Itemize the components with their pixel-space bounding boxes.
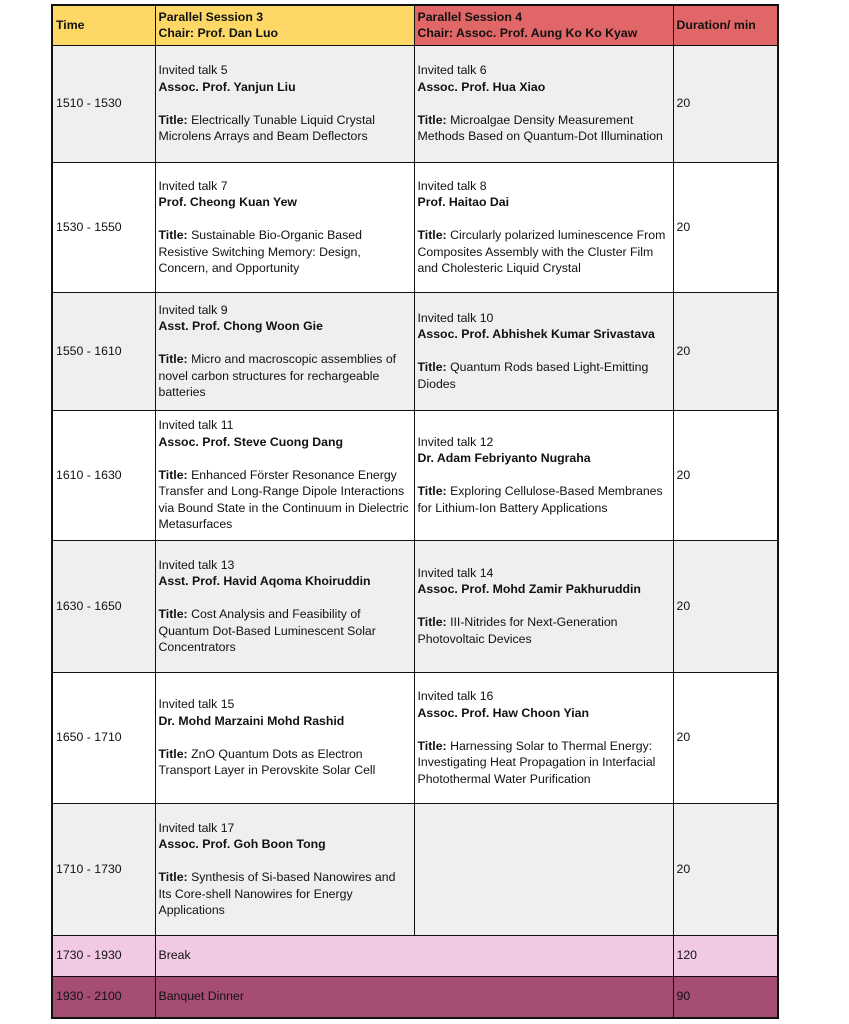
talk-label: Invited talk 16 — [417, 689, 494, 703]
title-prefix: Title: — [158, 746, 188, 761]
time-cell: 1510 - 1530 — [52, 45, 155, 162]
title-prefix: Title: — [158, 467, 188, 482]
header-row — [52, 5, 778, 45]
table-row — [52, 803, 778, 935]
talk-label: Invited talk 17 — [158, 820, 235, 835]
talk-title — [159, 227, 411, 277]
spacer — [418, 467, 670, 484]
talk-label: Invited talk 13 — [158, 557, 235, 572]
spacer — [159, 335, 411, 352]
duration-cell: 20 — [673, 162, 778, 292]
talk-title-text: Sustainable Bio-Organic Based Resistive Switching Memory: Design, Concern, and Opportunity — [158, 228, 362, 275]
session-3-title: Parallel Session 3 — [158, 9, 264, 24]
talk-title — [159, 351, 411, 401]
dinner-duration: 90 — [673, 976, 778, 1018]
session-4-title: Parallel Session 4 — [417, 9, 523, 24]
talk-title-text: Cost Analysis and Feasibility of Quantum Dot-Based Luminescent Solar Concentrators — [158, 607, 376, 654]
break-row — [52, 935, 778, 976]
talk-title-text: Harnessing Solar to Thermal Energy: Investigating Heat Propagation in Interfacial Photothermal Water Purification — [417, 738, 656, 786]
session-3-cell — [155, 410, 414, 540]
talk-title-text: Micro and macroscopic assemblies of novel carbon structures for rechargeable batteries — [158, 352, 397, 399]
title-prefix: Title: — [417, 738, 447, 753]
talk-title-text: Synthesis of Si-based Nanowires and Its Core-shell Nanowires for Energy Applications — [158, 870, 396, 917]
talk-title — [159, 467, 411, 533]
break-time: 1730 - 1930 — [52, 935, 155, 976]
title-prefix: Title: — [417, 484, 447, 499]
talk-title-text: Enhanced Förster Resonance Energy Transfer and Long-Range Dipole Interactions via Bound State in the Continuum in Dielectric Metasurfaces — [158, 467, 409, 532]
speaker-name: Assoc. Prof. Yanjun Liu — [158, 79, 296, 94]
talk-label: Invited talk 15 — [158, 697, 235, 712]
spacer — [159, 729, 411, 746]
speaker-name: Asst. Prof. Havid Aqoma Khoiruddin — [158, 574, 371, 588]
duration-cell: 20 — [673, 672, 778, 803]
talk-label: Invited talk 9 — [158, 302, 228, 317]
duration-cell: 20 — [673, 45, 778, 162]
talk-title-text: Microalgae Density Measurement Methods Based on Quantum-Dot Illumination — [417, 112, 663, 144]
spacer — [418, 343, 670, 360]
session-4-cell — [414, 162, 673, 292]
talk-label: Invited talk 14 — [417, 565, 494, 580]
speaker-name: Assoc. Prof. Hua Xiao — [417, 79, 546, 94]
title-prefix: Title: — [417, 615, 447, 630]
session-4-cell — [414, 803, 673, 935]
session-3-cell — [155, 540, 414, 672]
talk-title-text: Circularly polarized luminescence From Composites Assembly with the Cluster Film and Cholesteric Liquid Crystal — [417, 228, 666, 275]
session-4-cell — [414, 672, 673, 803]
talk-title — [159, 746, 411, 779]
spacer — [159, 95, 411, 112]
spacer — [159, 450, 411, 467]
title-prefix: Title: — [158, 870, 188, 884]
talk-label: Invited talk 6 — [417, 63, 487, 78]
talk-label: Invited talk 10 — [417, 310, 494, 325]
title-prefix: Title: — [158, 112, 188, 127]
session-3-cell — [155, 672, 414, 803]
session-4-cell — [414, 45, 673, 162]
session-4-chair: Chair: Assoc. Prof. Aung Ko Ko Kyaw — [417, 26, 638, 41]
spacer — [418, 721, 670, 738]
talk-title — [159, 869, 411, 919]
time-cell: 1630 - 1650 — [52, 540, 155, 672]
session-3-cell — [155, 162, 414, 292]
talk-label: Invited talk 7 — [158, 178, 228, 193]
schedule-table — [51, 4, 779, 1019]
session-3-cell — [155, 45, 414, 162]
session-3-chair: Chair: Prof. Dan Luo — [158, 26, 279, 41]
break-label: Break — [155, 935, 673, 976]
talk-title — [418, 738, 670, 788]
speaker-name: Prof. Cheong Kuan Yew — [158, 195, 297, 209]
spacer — [159, 853, 411, 870]
table-row — [52, 410, 778, 540]
time-cell: 1530 - 1550 — [52, 162, 155, 292]
speaker-name: Dr. Mohd Marzaini Mohd Rashid — [158, 713, 345, 728]
spacer — [418, 598, 670, 615]
duration-cell: 20 — [673, 410, 778, 540]
talk-title — [418, 614, 670, 647]
table-row — [52, 292, 778, 410]
talk-title-text: Electrically Tunable Liquid Crystal Microlens Arrays and Beam Deflectors — [158, 112, 375, 144]
talk-title-text: ZnO Quantum Dots as Electron Transport Layer in Perovskite Solar Cell — [158, 746, 376, 778]
title-prefix: Title: — [417, 112, 447, 127]
session-4-cell — [414, 540, 673, 672]
title-prefix: Title: — [158, 352, 188, 366]
header-duration: Duration/ min — [673, 5, 778, 45]
spacer — [418, 95, 670, 112]
speaker-name: Assoc. Prof. Abhishek Kumar Srivastava — [417, 327, 655, 342]
title-prefix: Title: — [158, 607, 188, 621]
spacer — [418, 211, 670, 228]
speaker-name: Assoc. Prof. Haw Choon Yian — [417, 705, 590, 720]
title-prefix: Title: — [158, 228, 188, 242]
duration-cell: 20 — [673, 292, 778, 410]
time-cell: 1710 - 1730 — [52, 803, 155, 935]
session-4-cell — [414, 410, 673, 540]
session-3-cell — [155, 292, 414, 410]
dinner-row — [52, 976, 778, 1018]
header-session-3 — [155, 5, 414, 45]
talk-title-text: Exploring Cellulose-Based Membranes for Lithium-Ion Battery Applications — [417, 484, 663, 515]
talk-label: Invited talk 8 — [417, 178, 487, 193]
session-4-cell — [414, 292, 673, 410]
talk-title — [418, 359, 670, 392]
speaker-name: Dr. Adam Febriyanto Nugraha — [417, 451, 591, 466]
speaker-name: Prof. Haitao Dai — [417, 195, 510, 209]
speaker-name: Asst. Prof. Chong Woon Gie — [158, 319, 323, 333]
talk-title-text: Quantum Rods based Light-Emitting Diodes — [417, 360, 649, 391]
speaker-name: Assoc. Prof. Steve Cuong Dang — [158, 434, 343, 449]
talk-title — [418, 483, 670, 516]
dinner-time: 1930 - 2100 — [52, 976, 155, 1018]
time-cell: 1610 - 1630 — [52, 410, 155, 540]
dinner-label: Banquet Dinner — [155, 976, 673, 1018]
table-row — [52, 540, 778, 672]
talk-label: Invited talk 12 — [417, 434, 494, 449]
break-duration: 120 — [673, 935, 778, 976]
spacer — [159, 590, 411, 607]
table-row — [52, 45, 778, 162]
speaker-name: Assoc. Prof. Goh Boon Tong — [158, 837, 326, 851]
talk-label: Invited talk 5 — [158, 63, 228, 78]
spacer — [159, 211, 411, 228]
talk-label: Invited talk 11 — [158, 418, 234, 433]
talk-title — [418, 227, 670, 277]
talk-title-text: III-Nitrides for Next-Generation Photovoltaic Devices — [417, 615, 618, 646]
time-cell: 1650 - 1710 — [52, 672, 155, 803]
talk-title — [159, 606, 411, 656]
title-prefix: Title: — [417, 360, 447, 375]
table-row — [52, 162, 778, 292]
title-prefix: Title: — [417, 228, 447, 242]
talk-title — [159, 112, 411, 145]
table-row — [52, 672, 778, 803]
talk-title — [418, 112, 670, 145]
speaker-name: Assoc. Prof. Mohd Zamir Pakhuruddin — [417, 582, 641, 597]
time-cell: 1550 - 1610 — [52, 292, 155, 410]
duration-cell: 20 — [673, 540, 778, 672]
duration-cell: 20 — [673, 803, 778, 935]
session-3-cell — [155, 803, 414, 935]
header-time: Time — [52, 5, 155, 45]
header-session-4 — [414, 5, 673, 45]
